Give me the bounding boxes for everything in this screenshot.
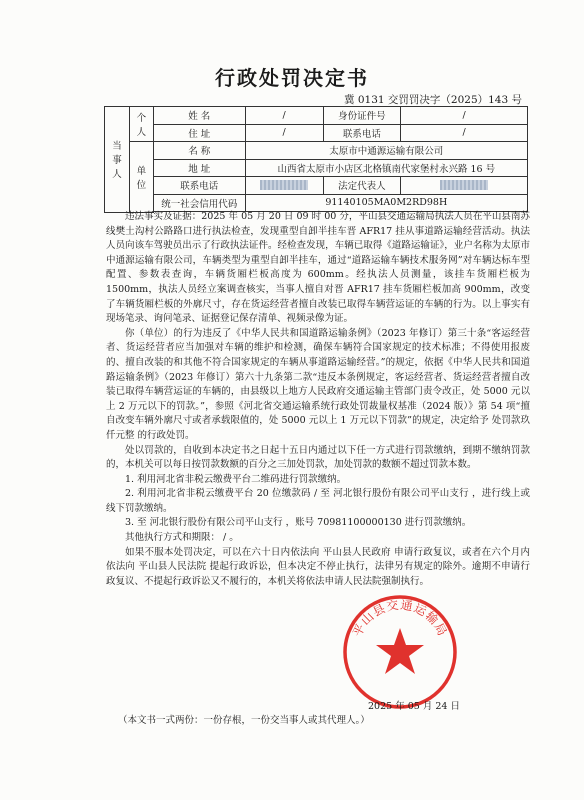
violation-paragraph: 你（单位）的行为违反了《中华人民共和国道路运输条例》（2023 年修订）第三十条“客运经营者、货运经营者应当加强对车辆的维护和检测，确保车辆符合国家规定的技术标准；不得使用报废的、擅自改装的和其他不符合国家规定的车辆从事道路运输经营。”的规定，依据《中华人民共和国道路运输条例》（2023 年修订）第六十九条第二款“违反本条例规定，客运经营者、货运经营者擅自改装已取得车辆营运证的车辆的，由县级以上地方人民政府交通运输主管部门责令改正，处 5000 元以上 2 万元以下的罚款。”，参照《河北省交通运输系统行政处罚裁量权基准（2024 版）》第 54 项“擅自改变车辆外廓尺寸或者承载限值的，处 5000 元以上 1 万元以下罚款”的规定，决定给予 处罚款玖仟元整 的行政处罚。 bbox=[106, 327, 530, 441]
individual-group-label: 个人 bbox=[129, 107, 153, 142]
unit-rep-value bbox=[401, 177, 528, 195]
unit-name-label: 名 称 bbox=[153, 142, 245, 160]
unit-address-label: 地 址 bbox=[153, 159, 245, 177]
individual-id-label: 身份证件号 bbox=[323, 107, 401, 125]
payment-option-3: 3. 至 河北银行股份有限公司平山支行 ，账号 70981100000130 进行罚款缴纳。 bbox=[125, 517, 472, 529]
party-section-label: 当事人 bbox=[105, 107, 130, 213]
party-info-table bbox=[104, 106, 528, 213]
unit-name-value: 太原市中通源运输有限公司 bbox=[245, 142, 527, 160]
unit-phone-value bbox=[245, 177, 323, 195]
document-number: 冀 0131 交罚罚决字（2025）143 号 bbox=[344, 94, 522, 106]
official-seal bbox=[340, 592, 460, 712]
unit-address-value: 山西省太原市小店区北格镇南代家堡村永兴路 16 号 bbox=[245, 159, 527, 177]
redacted-block bbox=[440, 180, 488, 190]
unit-group-label: 单位 bbox=[129, 142, 153, 213]
other-method: 其他执行方式和期限： / 。 bbox=[125, 532, 239, 544]
unit-phone-label: 联系电话 bbox=[153, 177, 245, 195]
facts-paragraph: 违法事实及证据：2025 年 05 月 20 日 09 时 00 分，平山县交通运输局执法人员在平山县南苏线樊土沟村公路路口进行执法检查，发现重型自卸半挂车晋 AFR17 挂从事道路运输经营活动。执法人员向该车驾驶员出示了行政执法证件。经检查发现，车辆已取得《道路运输证》，业户名称为太原市中通源运输有限公司，车辆类型为重型自卸半挂车，通过“道路运输车辆技术服务网”对车辆达标车型配置、参数表查询，车辆货厢栏板高度为 600mm。经执法人员测量，该挂车货厢栏板为 1500mm，执法人员经立案调查核实，当事人擅自对晋 AFR17 挂车货厢栏板加高 900mm，改变了车辆货厢栏板的外廓尺寸，存在货运经营者擅自改装已取得车辆营运证的车辆的行为。以上事实有现场笔录、询问笔录、证据登记保存清单、视频录像为证。 bbox=[106, 211, 530, 325]
individual-id-value: / bbox=[401, 107, 528, 125]
payment-paragraph: 处以罚款的，自收到本决定书之日起十五日内通过以下任一方式进行罚款缴纳，到期不缴纳罚款的，本机关可以每日按罚款数额的百分之三加处罚款，加处罚款的数额不超过罚款本数。 bbox=[106, 444, 530, 471]
individual-address-label: 住 址 bbox=[153, 124, 245, 142]
payment-option-1: 1. 利用河北省非税云缴费平台二维码进行罚款缴纳。 bbox=[125, 473, 347, 485]
issue-date: 2025 年 05 月 24 日 bbox=[368, 701, 460, 712]
redacted-block bbox=[260, 180, 308, 190]
document-title: 行政处罚决定书 bbox=[215, 66, 369, 90]
individual-phone-label: 联系电话 bbox=[323, 124, 401, 142]
individual-name-label: 姓 名 bbox=[153, 107, 245, 125]
unit-credit-label: 统一社会信用代码 bbox=[153, 194, 245, 212]
decision-body bbox=[106, 210, 530, 589]
individual-address-value: / bbox=[245, 124, 323, 142]
footnote: （本文书一式两份：一份存根，一份交当事人或其代理人。） bbox=[118, 715, 370, 726]
individual-name-value: / bbox=[245, 107, 323, 125]
appeal-paragraph: 如果不服本处罚决定，可以在六十日内依法向 平山县人民政府 申请行政复议，或者在六个月内依法向 平山县人民法院 提起行政诉讼，但本决定不停止执行，法律另有规定的除外。逾期不申请行政复议、不提起行政诉讼又不履行的，本机关将依法申请人民法院强制执行。 bbox=[106, 546, 530, 587]
svg-text:平山县交通运输局: 平山县交通运输局 bbox=[350, 597, 450, 639]
unit-rep-label: 法定代表人 bbox=[323, 177, 401, 195]
unit-credit-value: 91140105MA0M2RD98H bbox=[245, 194, 527, 212]
individual-phone-value: / bbox=[401, 124, 528, 142]
payment-option-2: 2. 利用河北省非税云缴费平台 20 位缴款码 / 至 河北银行股份有限公司平山支行 ，进行线上或线下罚款缴纳。 bbox=[106, 488, 530, 514]
